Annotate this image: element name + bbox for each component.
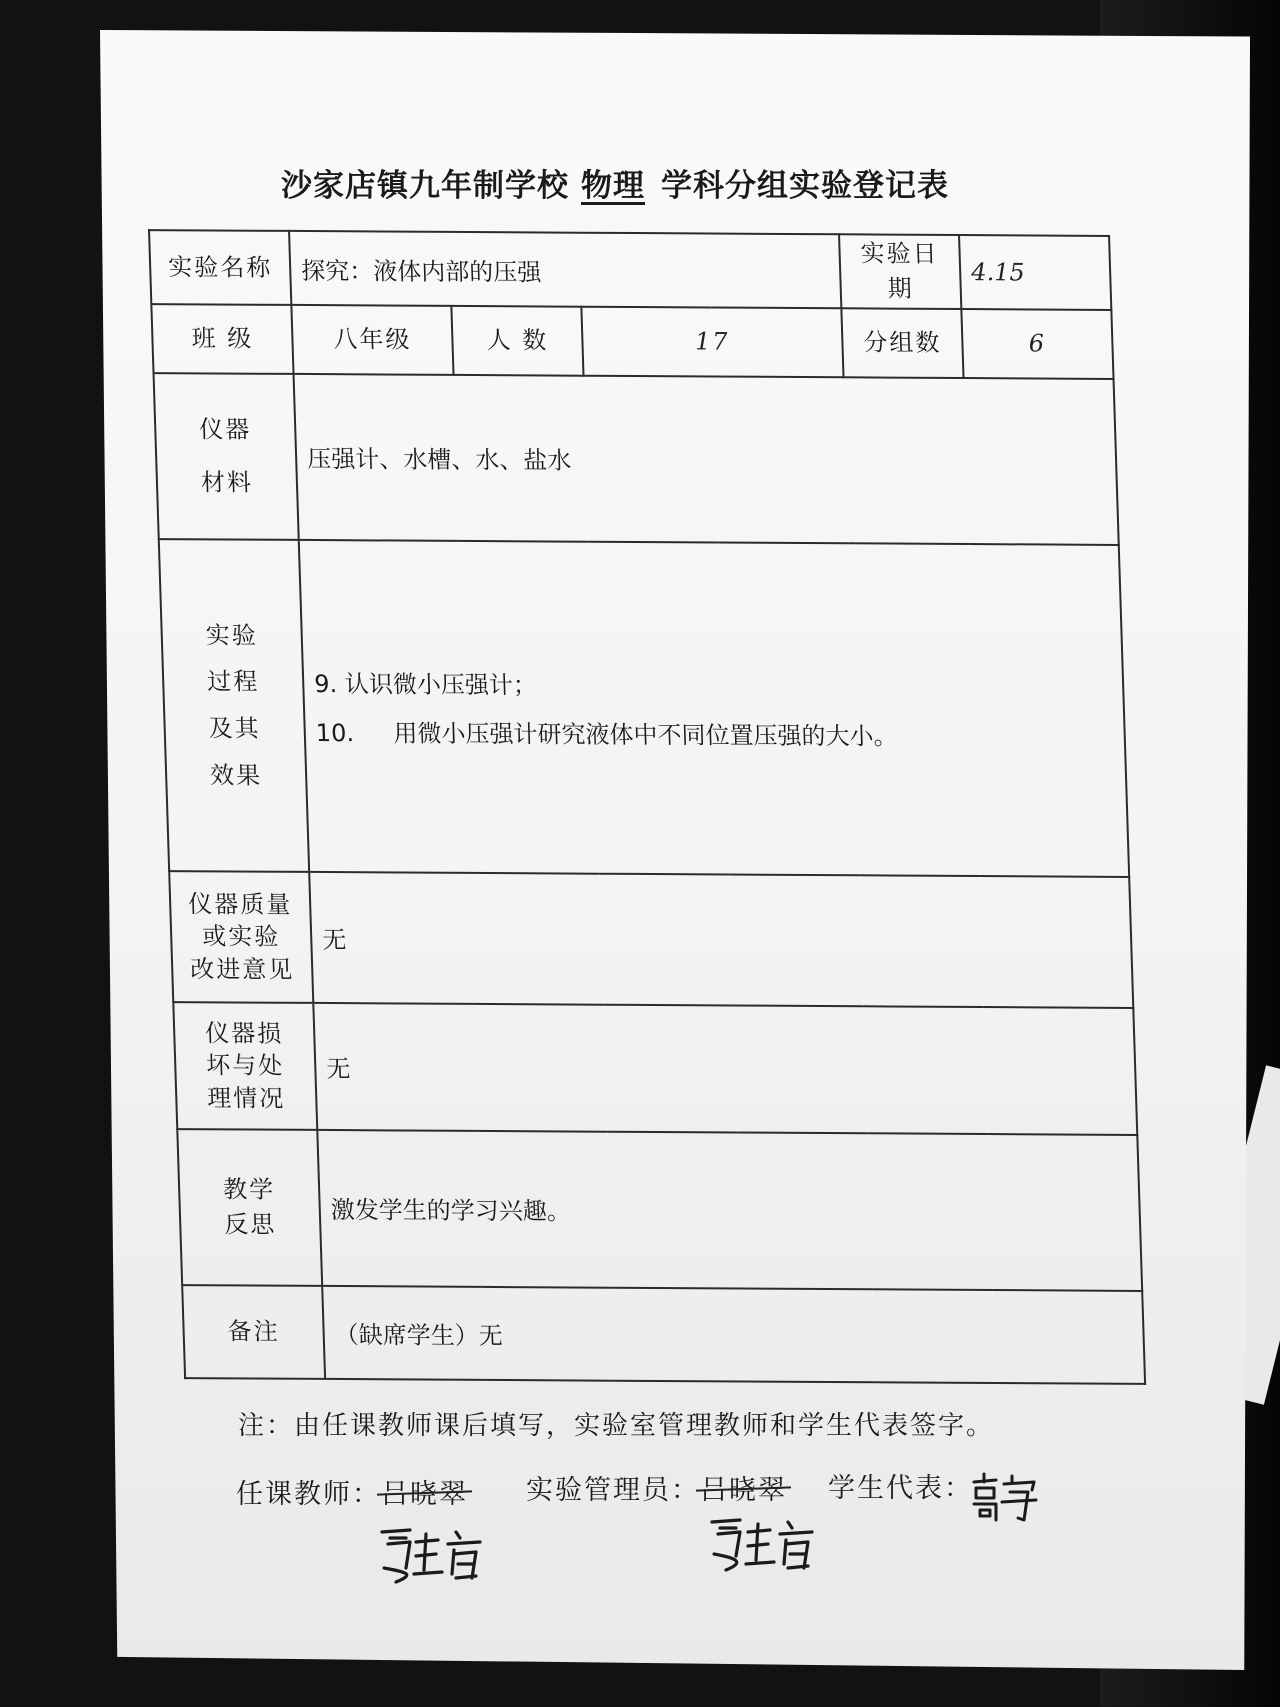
experiment-date-value: 4.15 [959, 235, 1111, 310]
teacher-signature-field [236, 1472, 468, 1511]
groups-value: 6 [961, 309, 1113, 378]
experiment-name-label: 实验名称 [149, 230, 291, 305]
process-item [315, 713, 1114, 753]
process-label [159, 539, 309, 872]
damage-label-line: 仪器损 [204, 1019, 284, 1048]
damage-label [173, 1002, 317, 1130]
row-damage [173, 1002, 1137, 1135]
equipment-label-line: 仪器 [198, 415, 252, 444]
damage-label-line: 理情况 [206, 1083, 286, 1113]
quality-label-line: 改进意见 [189, 955, 295, 984]
damage-label-line: 坏与处 [205, 1051, 285, 1080]
experiment-date-label: 实验日期 [839, 234, 961, 309]
students-value: 17 [581, 307, 843, 377]
row-quality [169, 871, 1133, 1008]
quality-label [169, 871, 313, 1003]
class-value: 八年级 [291, 305, 453, 375]
remarks-value: （缺席学生）无 [322, 1285, 1145, 1384]
process-item-text: 认识微小压强计； [344, 670, 538, 700]
registration-form [148, 229, 1144, 1385]
quality-value: 无 [309, 872, 1133, 1008]
quality-label-line: 仪器质量 [187, 890, 293, 919]
reflection-label [177, 1129, 322, 1286]
equipment-label-line: 材料 [200, 468, 254, 497]
admin-label: 实验管理员： [526, 1475, 700, 1506]
process-label-line: 实验 [205, 620, 259, 650]
reflection-label-line: 反思 [223, 1209, 277, 1239]
admin-printed-name: 吕晓翠 [700, 1468, 787, 1507]
row-class [151, 304, 1113, 378]
students-label: 人 数 [451, 306, 583, 375]
experiment-name-value: 探究：液体内部的压强 [289, 231, 841, 309]
row-process [159, 539, 1129, 877]
class-label: 班 级 [151, 304, 293, 373]
process-label-line: 及其 [208, 714, 262, 743]
title-subject: 物理 [581, 168, 645, 204]
damage-value: 无 [313, 1003, 1137, 1135]
row-reflection [177, 1129, 1142, 1291]
admin-signature-field [526, 1468, 787, 1507]
title-school: 沙家店镇九年制学校 [281, 168, 569, 204]
process-value [299, 540, 1129, 877]
quality-label-line: 或实验 [201, 922, 281, 952]
admin-handwritten-signature [706, 1510, 826, 1580]
process-item-number: 10. [315, 719, 355, 748]
reflection-value: 激发学生的学习兴趣。 [317, 1130, 1142, 1291]
equipment-value: 压强计、水槽、水、盐水 [294, 374, 1119, 545]
student-rep-label: 学生代表： [828, 1473, 973, 1504]
form-title [190, 160, 1040, 205]
form-table [148, 229, 1146, 1385]
process-item [314, 664, 1113, 704]
row-equipment [154, 373, 1119, 545]
title-form-name: 学科分组实验登记表 [661, 168, 949, 204]
process-label-line: 效果 [209, 761, 263, 790]
equipment-label [154, 373, 299, 540]
teacher-handwritten-signature [376, 1522, 496, 1592]
reflection-label-line: 教学 [222, 1175, 276, 1204]
teacher-label: 任课教师： [236, 1479, 381, 1510]
row-remarks [182, 1285, 1145, 1384]
process-item-text: 用微小压强计研究液体中不同位置压强的大小。 [393, 719, 898, 751]
remarks-label: 备注 [182, 1285, 325, 1379]
process-item-number: 9. [313, 670, 338, 699]
student-rep-handwritten-signature [966, 1468, 1046, 1528]
row-experiment-name [149, 230, 1111, 310]
process-label-line: 过程 [206, 667, 260, 696]
form-note: 注：由任课教师课后填写，实验室管理教师和学生代表签字。 [238, 1411, 995, 1441]
teacher-printed-name: 吕晓翠 [381, 1472, 468, 1511]
groups-label: 分组数 [841, 309, 963, 378]
student-rep-signature-field [828, 1466, 973, 1505]
